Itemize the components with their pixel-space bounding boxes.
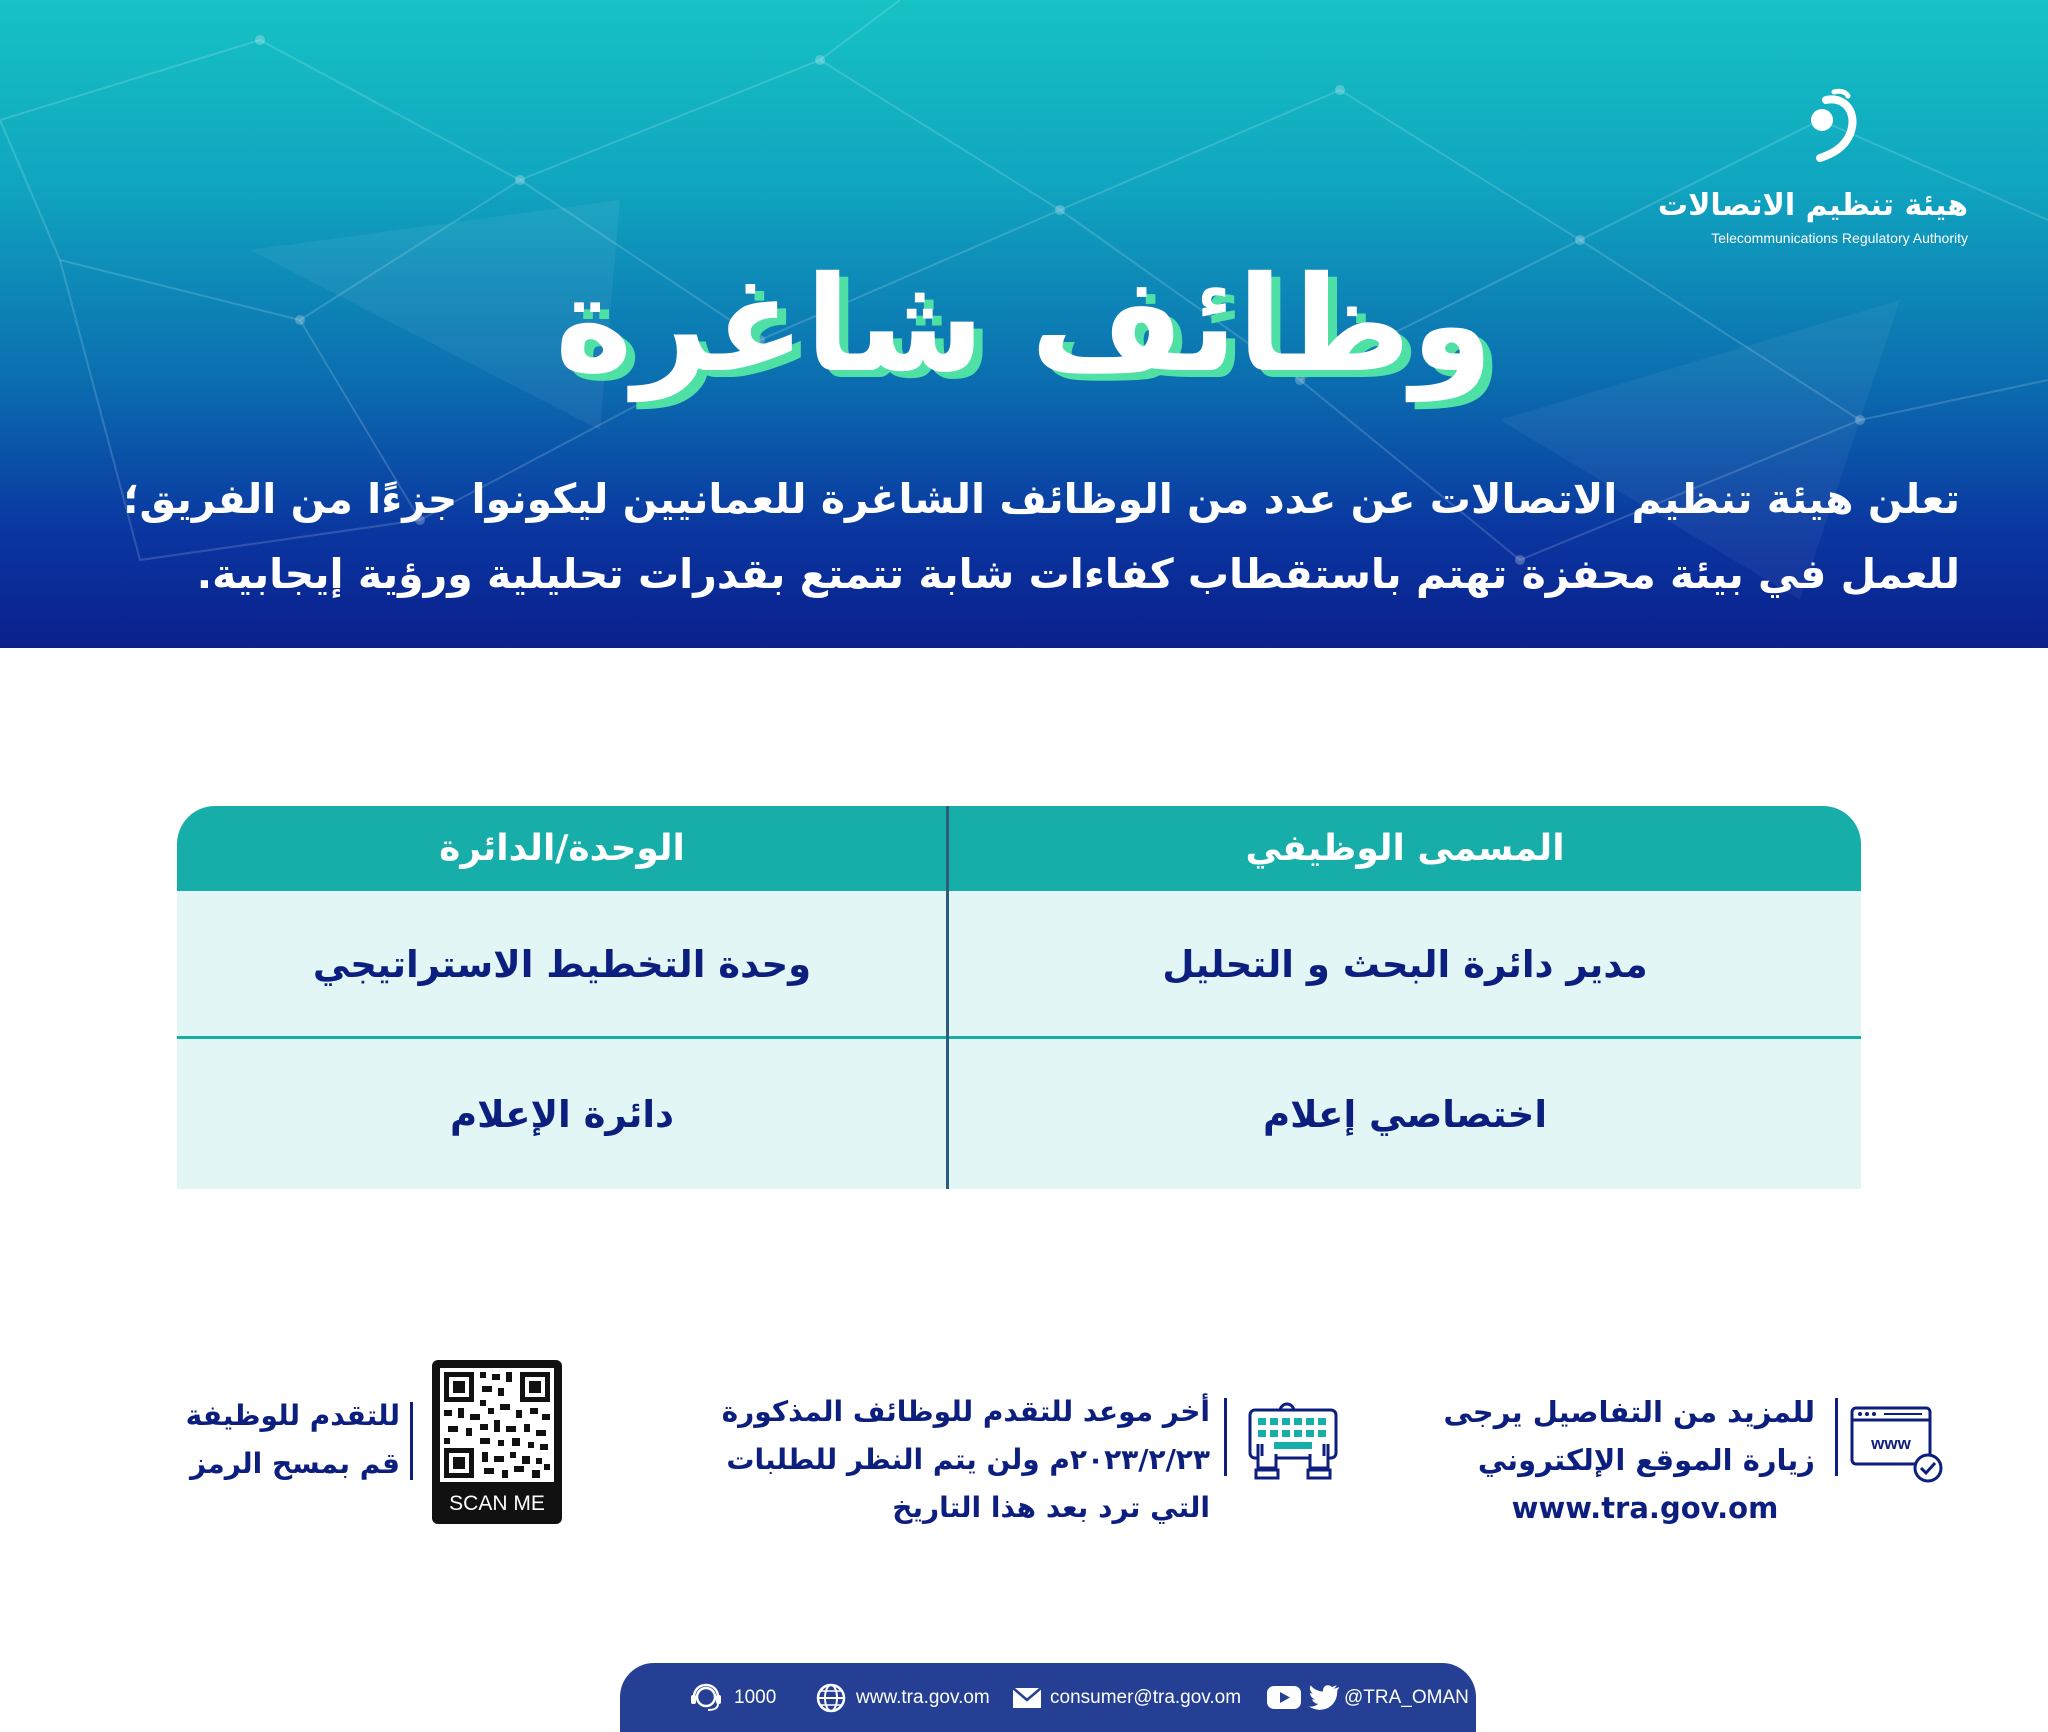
globe-icon — [816, 1683, 846, 1713]
job-title-cell: اختصاصي إعلام — [1262, 1093, 1548, 1136]
hero-banner — [0, 0, 2048, 648]
info-separator — [1224, 1398, 1227, 1476]
deadline-line-2: ٢٠٢٣/٢/٢٣م ولن يتم النظر للطلبات — [726, 1443, 1210, 1476]
footer-website[interactable]: www.tra.gov.om — [856, 1687, 990, 1708]
table-row — [177, 891, 1861, 1039]
table-header — [177, 806, 1861, 891]
qr-code[interactable] — [432, 1360, 562, 1524]
deadline-line-1: أخر موعد للتقدم للوظائف المذكورة — [721, 1395, 1210, 1428]
keyboard-typing-icon — [1240, 1398, 1346, 1484]
mail-icon — [1012, 1687, 1042, 1709]
footer-email[interactable]: consumer@tra.gov.om — [1050, 1687, 1242, 1708]
announcement-text — [90, 462, 1960, 612]
page-title: وظائف شاغرة — [554, 248, 1494, 402]
department-cell: دائرة الإعلام — [449, 1093, 675, 1136]
footer-phone[interactable]: 1000 — [734, 1687, 777, 1708]
website-link[interactable]: www.tra.gov.om — [1511, 1491, 1779, 1525]
column-divider — [946, 806, 949, 1189]
qr-instruction-line-2: قم بمسح الرمز — [189, 1447, 400, 1480]
qr-instructions — [140, 1392, 400, 1488]
contact-footer — [620, 1663, 1476, 1732]
deadline-line-3: التي ترد بعد هذا التاريخ — [892, 1491, 1210, 1524]
authority-name-ar: هيئة تنظيم الاتصالات — [1657, 188, 1968, 223]
website-icon — [1848, 1400, 1944, 1484]
www-icon-label: www — [1871, 1434, 1911, 1453]
header-job-title: المسمى الوظيفي — [1245, 828, 1565, 869]
table-body — [177, 891, 1861, 1189]
twitter-icon[interactable] — [1308, 1683, 1340, 1711]
header-department: الوحدة/الدائرة — [439, 828, 685, 869]
scan-me-label: SCAN ME — [449, 1492, 545, 1515]
vacancies-table — [177, 806, 1861, 1189]
announcement-line-2: للعمل في بيئة محفزة تهتم باستقطاب كفاءات شابة تتمتع بقدرات تحليلية ورؤية إيجابية. — [196, 550, 1960, 598]
department-cell: وحدة التخطيط الاستراتيجي — [312, 943, 812, 986]
job-title-cell: مدير دائرة البحث و التحليل — [1162, 943, 1648, 986]
youtube-icon[interactable] — [1266, 1683, 1302, 1711]
announcement-line-1: تعلن هيئة تنظيم الاتصالات عن عدد من الوظائف الشاغرة للعمانيين ليكونوا جزءًا من الفريق؛ — [123, 475, 1960, 523]
info-separator — [410, 1402, 413, 1480]
qr-code-pattern — [440, 1368, 554, 1482]
info-separator — [1835, 1398, 1838, 1476]
authority-name-en: Telecommunications Regulatory Authority — [1711, 230, 1968, 246]
call-center-icon — [688, 1683, 724, 1713]
qr-instruction-line-1: للتقدم للوظيفة — [185, 1399, 400, 1432]
table-row — [177, 1041, 1861, 1189]
deadline-info — [640, 1388, 1210, 1532]
authority-logo-icon — [1788, 88, 1868, 168]
social-handle[interactable]: @TRA_OMAN — [1344, 1687, 1469, 1708]
website-info — [1405, 1388, 1815, 1532]
qr-code-icon — [440, 1368, 554, 1482]
website-info-line-2: زيارة الموقع الإلكتروني — [1477, 1443, 1815, 1477]
website-info-line-1: للمزيد من التفاصيل يرجى — [1443, 1395, 1815, 1429]
